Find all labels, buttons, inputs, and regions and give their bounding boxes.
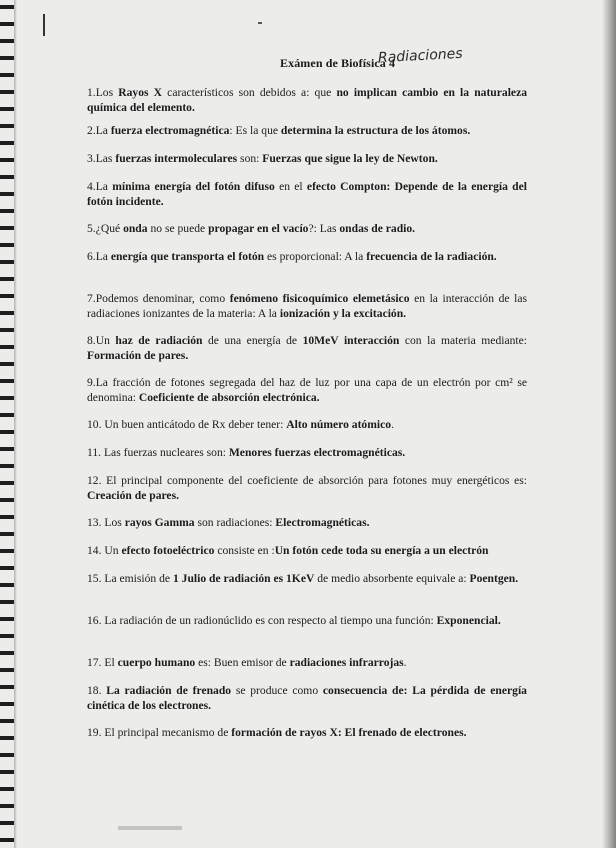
question-13	[87, 516, 527, 531]
question-text: de medio absorbente equivale a:	[314, 572, 470, 585]
question-text: 2.La	[87, 124, 111, 137]
question-keyword: 10MeV interacción	[302, 334, 400, 347]
question-keyword: radiaciones infrarrojas	[289, 656, 404, 669]
question-15	[87, 572, 527, 587]
question-keyword: fenómeno fisicoquímico elemetásico	[229, 292, 410, 305]
question-text: .	[403, 656, 407, 669]
question-6	[87, 250, 527, 265]
question-text: 10. Un buen anticátodo de Rx deber tener:	[87, 418, 287, 431]
question-text: .	[391, 418, 394, 431]
question-18	[87, 684, 527, 713]
question-5	[87, 222, 527, 237]
question-text: 9.La fracción de fotones segregada del haz de luz por una capa de un electrón por cm² se denomina:	[87, 376, 527, 404]
question-keyword: fuerzas intermoleculares	[115, 152, 238, 165]
question-text: 3.Las	[87, 152, 116, 165]
question-16	[87, 614, 527, 629]
question-12	[87, 474, 527, 503]
question-keyword: Fuerzas que sigue la ley de Newton.	[262, 152, 438, 165]
question-text: 17. El	[87, 656, 118, 669]
question-text: 15. La emisión de	[87, 572, 173, 585]
question-keyword: ondas de radio.	[339, 222, 416, 235]
binding-shadow	[14, 0, 17, 848]
question-keyword: Menores fuerzas electromagnéticas.	[228, 446, 406, 459]
question-keyword: efecto Compton: Depende de la energía del fotón incidente.	[87, 180, 527, 208]
question-text: es proporcional: A la	[264, 250, 367, 263]
question-keyword: Alto número atómico	[286, 418, 392, 431]
question-keyword: Poentgen.	[469, 572, 519, 585]
question-text: es: Buen emisor de	[195, 656, 290, 669]
question-1	[87, 86, 527, 115]
question-text: 11. Las fuerzas nucleares son:	[87, 446, 229, 459]
question-keyword: Rayos X	[118, 86, 163, 99]
question-2	[87, 124, 527, 139]
question-9	[87, 376, 527, 405]
question-keyword: formación de rayos X: El frenado de electrones.	[231, 726, 467, 739]
question-text: 19. El principal mecanismo de	[87, 726, 232, 739]
question-keyword: haz de radiación	[115, 334, 203, 347]
question-text: consiste en :	[214, 544, 275, 557]
question-text: 14. Un	[87, 544, 122, 557]
question-keyword: 1 Julio de radiación es 1KeV	[172, 572, 315, 585]
question-text: 18.	[87, 684, 107, 697]
question-text: : Es la que	[229, 124, 281, 137]
question-text: no se puede	[147, 222, 209, 235]
question-text: de una energía de	[202, 334, 303, 347]
question-keyword: ionización y la excitación.	[279, 306, 407, 320]
question-text: 13. Los	[87, 516, 125, 529]
question-text: ?: Las	[308, 222, 340, 235]
question-4	[87, 180, 527, 209]
question-text: 12. El principal componente del coeficiente de absorción para fotones muy energéticos es:	[87, 474, 527, 487]
question-14	[87, 544, 527, 559]
question-keyword: no implican cambio en la naturaleza química del elemento.	[87, 86, 528, 114]
question-keyword: frecuencia de la radiación.	[366, 250, 497, 263]
handwritten-note: Radiaciones	[377, 45, 463, 67]
question-17	[87, 656, 527, 671]
pen-dot	[258, 22, 262, 24]
page-smudge	[118, 826, 182, 830]
question-keyword: energía que transporta el fotón	[110, 250, 265, 263]
question-text: 5.¿Qué	[87, 222, 124, 235]
question-keyword: determina la estructura de los átomos.	[280, 124, 471, 137]
question-3	[87, 152, 527, 167]
question-19	[87, 726, 527, 741]
question-11	[87, 446, 527, 461]
question-keyword: propagar en el vacío	[208, 222, 309, 235]
question-text: 8.Un	[87, 334, 116, 347]
question-text: 1.Los	[87, 86, 119, 99]
question-keyword: Creación de pares.	[87, 488, 179, 502]
page-edge-shadow	[602, 0, 616, 848]
question-keyword: efecto fotoeléctrico	[121, 544, 215, 557]
question-text: con la materia mediante:	[399, 334, 527, 347]
question-keyword: Exponencial.	[436, 614, 501, 627]
spiral-binding	[0, 0, 14, 848]
question-text: 16. La radiación de un radionúclido es con respecto al tiempo una función:	[87, 614, 437, 627]
question-7	[87, 292, 527, 321]
question-keyword: rayos Gamma	[124, 516, 195, 529]
question-keyword: Electromagnéticas.	[275, 516, 370, 529]
question-keyword: mínima energía del fotón difuso	[112, 180, 275, 193]
question-text: se produce como	[231, 684, 323, 697]
question-keyword: Coeficiente de absorción electrónica.	[138, 390, 320, 404]
question-text: 4.La	[87, 180, 113, 193]
question-keyword: consecuencia de: La pérdida de energía cinética de los electrones.	[87, 684, 527, 712]
question-8	[87, 334, 527, 363]
question-text: 6.La	[87, 250, 111, 263]
pen-mark	[43, 14, 45, 36]
question-keyword: fuerza electromagnética	[110, 124, 230, 137]
question-10	[87, 418, 527, 433]
question-keyword: Un fotón cede toda su energía a un electrón	[274, 544, 489, 557]
question-text: son:	[237, 152, 263, 165]
question-text: en el	[274, 180, 307, 193]
question-keyword: onda	[123, 222, 148, 235]
question-text: son radiaciones:	[194, 516, 276, 529]
question-keyword: cuerpo humano	[117, 656, 196, 669]
question-text: característicos son debidos a: que	[162, 86, 337, 99]
page-title: Exámen de Biofísica 4	[280, 56, 396, 70]
question-keyword: La radiación de frenado	[106, 684, 232, 697]
question-keyword: Formación de pares.	[87, 348, 189, 362]
question-text: en la interacción de las radiaciones ionizantes de la materia: A la	[87, 292, 527, 320]
question-text: 7.Podemos denominar, como	[87, 292, 230, 305]
